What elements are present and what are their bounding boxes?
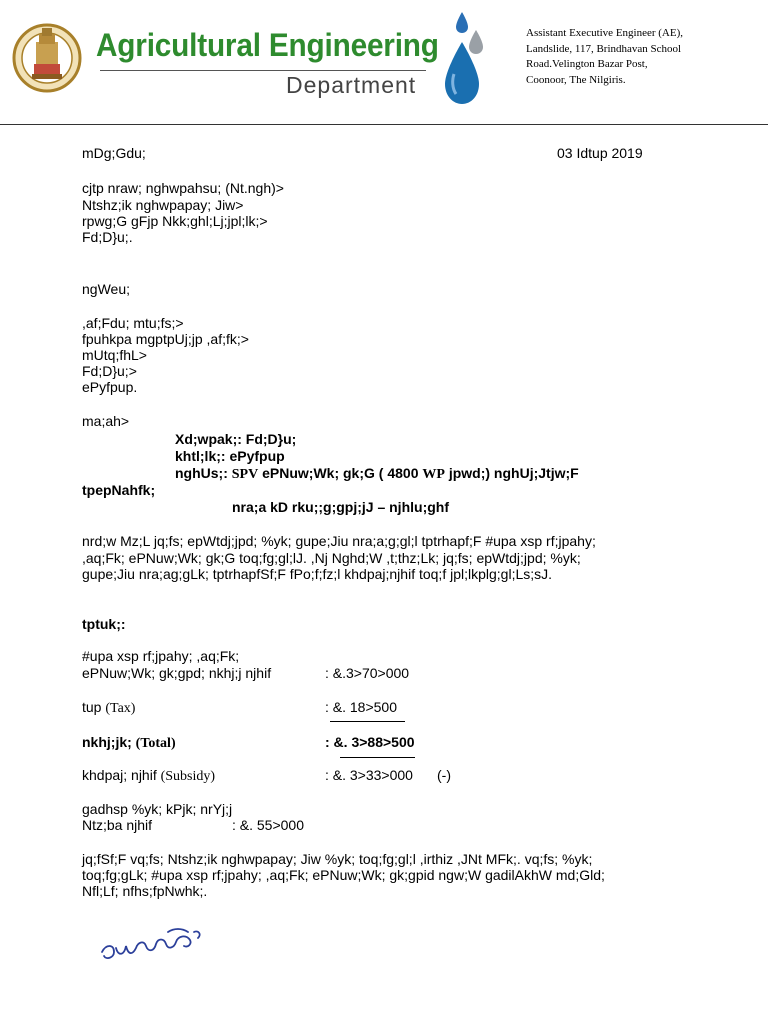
closing-line: Nfl;Lf; nfhs;fpNwhk;. [82,883,208,899]
sender-line: rpwg;G gFjp Nkk;ghl;Lj;jpl;lk;> [82,213,268,229]
total-label-en: (Total) [135,736,176,751]
details-heading: tptuk;: [82,616,126,632]
recipient-line: mUtq;fhL> [82,347,147,363]
body-line: ,aq;Fk; ePNuw;Wk; gk;G toq;fg;gl;lJ. ,Nj Nghd;W ,t;thz;Lk; jq;fs; epWtdj;jpd; %yk; [82,550,581,566]
body-line: gupe;Jiu nra;ag;gLk; tptrhapfSf;F fPo;f;fz;l khdpaj;njhif toq;f jpl;lkplg;gl;Ls;sJ. [82,566,553,582]
from-label: mDg;Gdu; [82,145,146,161]
subsidy-label-ta: khdpaj; njhif [82,767,161,783]
subject-wp: WP [422,467,445,482]
letter-date: 03 Idtup 2019 [557,145,643,161]
recipient-line: Fd;D}u;> [82,363,137,379]
tax-label [82,699,135,717]
subject-line: nra;a kD rku;;g;gpj;jJ – njhlu;ghf [232,499,449,515]
total-label [82,734,176,752]
subsidy-value: : &. 3>33>000 [325,767,413,783]
address-line: Coonoor, The Nilgiris. [526,73,626,86]
pump-label: #upa xsp rf;jpahy; ,aq;Fk; [82,648,240,664]
recipient-line: fpuhkpa mgptpUj;jp ,af;fk;> [82,331,249,347]
to-label: ngWeu; [82,281,130,297]
recipient-line: ePyfpup. [82,379,138,395]
sender-line: Ntshz;ik nghwpapay; Jiw> [82,197,244,213]
farmer-share-value: : &. 55>000 [232,817,305,833]
address-line: Landslide, 117, Brindhavan School [526,42,682,55]
state-emblem-logo [12,22,82,94]
pump-value: : &.3>70>000 [325,665,410,681]
subsidy-label-en: (Subsidy) [160,769,216,784]
total-label-ta: nkhj;jk; [82,734,136,750]
org-subtitle: Department [286,72,417,98]
subsidy-label [82,767,215,785]
tax-value: : &. 18>500 [325,699,398,715]
org-name-divider [100,70,426,71]
sender-line: Fd;D}u;. [82,229,133,245]
recipient-line: ,af;Fdu; mtu;fs;> [82,315,184,331]
tax-label-ta: tup [82,699,106,715]
subject-mid: ePNuw;Wk; gk;G ( 4800 [258,465,423,481]
subject-suffix: jpwd;) nghUj;Jtjw;F [444,465,579,481]
org-name: Agricultural Engineering [96,27,439,63]
office-address [526,26,756,88]
sender-line: cjtp nraw; nghwpahsu; (Nt.ngh)> [82,180,284,196]
total-underline [340,757,415,758]
subject-line: tpepNahfk; [82,482,156,498]
pump-label: ePNuw;Wk; gk;gpd; nkhj;j njhif [82,665,272,681]
body-line: nrd;w Mz;L jq;fs; epWtdj;jpd; %yk; gupe;Jiu nra;a;g;gl;l tptrhapf;F #upa xsp rf;jpahy; [82,533,596,549]
total-value: : &. 3>88>500 [325,734,415,750]
subject-prefix: nghUs;: [175,465,232,481]
tax-label-en: (Tax) [105,701,136,716]
farmer-share-label: Ntz;ba njhif [82,817,153,833]
subject-spv: SPV [231,467,259,482]
closing-line: toq;fg;gLk; #upa xsp rf;jpahy; ,aq;Fk; ePNuw;Wk; gk;gpid ngw;W gadilAkhW md;Gld; [82,867,605,883]
header-divider [0,124,768,125]
subject-line: khtl;lk;: ePyfpup [175,448,285,464]
address-line: Assistant Executive Engineer (AE), [526,27,684,39]
subsidy-minus-sign: (-) [437,767,451,783]
closing-line: jq;fSf;F vq;fs; Ntshz;ik nghwpapay; Jiw %yk; toq;fg;gl;l ,irthiz ,JNt MFk;. vq;fs; %yk; [82,851,593,867]
subject-line-main [175,465,579,483]
sum-underline [330,721,405,722]
handwritten-signature [98,922,208,966]
subject-label: ma;ah> [82,413,130,429]
subject-line: Xd;wpak;: Fd;D}u; [175,431,297,447]
address-line: Road.Velington Bazar Post, [526,58,648,70]
farmer-share-label: gadhsp %yk; kPjk; nrYj;j [82,801,233,817]
water-drops-icon [440,8,492,108]
